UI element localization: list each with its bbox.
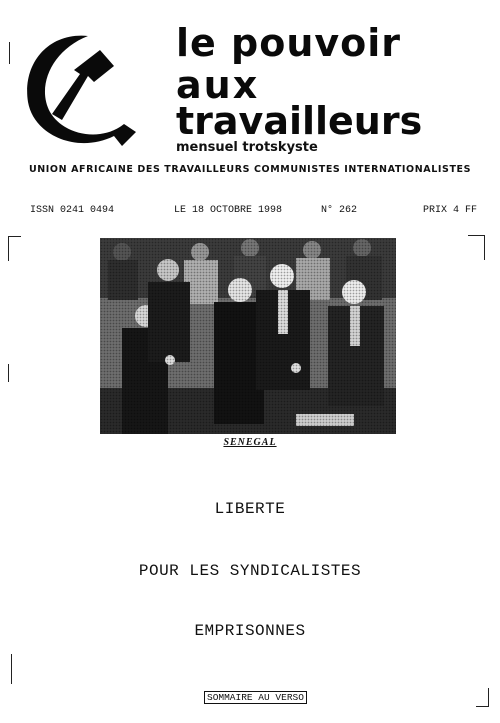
contents-overleaf-notice: SOMMAIRE AU VERSO	[204, 691, 307, 704]
organization-name: UNION AFRICAINE DES TRAVAILLEURS COMMUNISTES INTERNATIONALISTES	[28, 164, 472, 175]
edge-mark-bottom-left	[11, 654, 13, 684]
issn-number: ISSN 0241 0494	[30, 205, 115, 216]
crop-mark-left	[8, 236, 21, 261]
headline-line-3: EMPRISONNES	[194, 622, 306, 640]
headline-line-1: LIBERTE	[214, 500, 286, 518]
edge-mark-top-left	[9, 42, 11, 64]
issue-number: N° 262	[321, 205, 358, 216]
photo-caption: SENEGAL	[223, 437, 277, 448]
issue-date: LE 18 OCTOBRE 1998	[174, 205, 283, 216]
hammer-and-sickle-icon	[18, 24, 148, 154]
masthead-line-3: travailleurs	[176, 99, 423, 143]
news-photo	[100, 238, 396, 434]
masthead-subtitle: mensuel trotskyste	[176, 140, 318, 155]
crop-mark-bottom-right	[476, 688, 489, 707]
masthead-line-1: le pouvoir	[176, 21, 402, 65]
edge-mark-left-middle	[8, 364, 10, 382]
issue-price: PRIX 4 FF	[423, 205, 478, 216]
headline-line-2: POUR LES SYNDICALISTES	[138, 562, 362, 580]
crop-mark-right	[468, 235, 485, 260]
masthead-line-2: aux	[176, 63, 260, 107]
